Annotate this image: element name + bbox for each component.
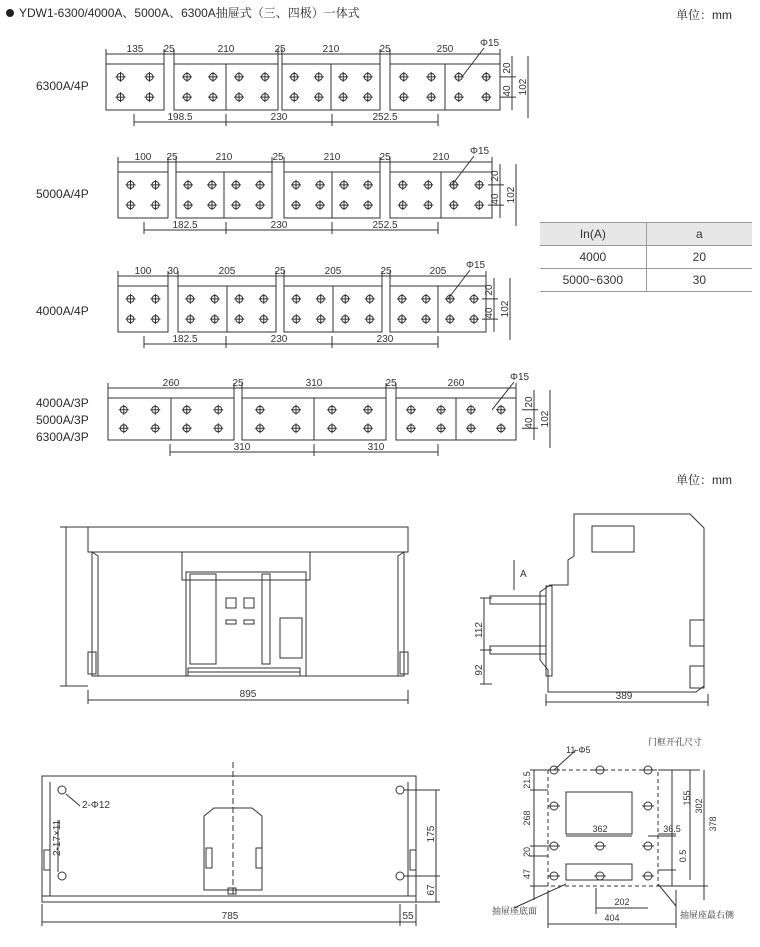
top-dim: 25 bbox=[380, 266, 392, 277]
top-dim: 25 bbox=[274, 266, 286, 277]
table-header-a: a bbox=[646, 223, 752, 246]
table-cell: 4000 bbox=[540, 246, 646, 269]
page-title: YDW1-6300/4000A、5000A、6300A抽屉式（三、四极）一体式 bbox=[6, 4, 360, 21]
hole-dim: Φ15 bbox=[480, 38, 500, 49]
v-dim: 40 bbox=[524, 417, 535, 429]
bottom-dim: 198.5 bbox=[167, 112, 193, 123]
top-dim: 135 bbox=[126, 44, 144, 55]
top-dim: 100 bbox=[134, 266, 152, 277]
row-label-6300-4p: 6300A/4P bbox=[36, 79, 89, 93]
v-dim: 102 bbox=[518, 78, 529, 96]
v-dim: 102 bbox=[500, 300, 511, 318]
bottom-dim: 230 bbox=[270, 334, 288, 345]
hole-dim: Φ15 bbox=[466, 260, 486, 271]
bottom-dim: 230 bbox=[270, 112, 288, 123]
bottom-dim: 182.5 bbox=[172, 334, 198, 345]
front-width-dim: 895 bbox=[239, 689, 257, 700]
top-dim: 25 bbox=[385, 378, 397, 389]
top-dim: 205 bbox=[429, 266, 447, 277]
v-dim: 40 bbox=[490, 193, 501, 205]
top-dim: 260 bbox=[447, 378, 465, 389]
base-dim-67: 67 bbox=[426, 884, 437, 896]
unit-label-top: 单位：mm bbox=[676, 8, 732, 22]
v-dim: 20 bbox=[484, 284, 495, 296]
door-dim: 20 bbox=[522, 846, 532, 858]
bottom-dim: 182.5 bbox=[172, 220, 198, 231]
table-cell: 30 bbox=[646, 269, 752, 292]
base-slots-label: 2-17×11 bbox=[52, 819, 63, 856]
v-dim: 20 bbox=[502, 62, 513, 74]
bottom-dim: 252.5 bbox=[372, 112, 398, 123]
table-cell: 5000~6300 bbox=[540, 269, 646, 292]
row-label-5000-4p: 5000A/4P bbox=[36, 187, 89, 201]
top-dim: 205 bbox=[218, 266, 236, 277]
door-dim: 36.5 bbox=[663, 824, 681, 834]
v-dim: 102 bbox=[540, 410, 551, 428]
top-dim: 260 bbox=[162, 378, 180, 389]
v-dim: 40 bbox=[484, 307, 495, 319]
bottom-dim: 230 bbox=[270, 220, 288, 231]
top-dim: 100 bbox=[134, 152, 152, 163]
door-dim: 0.5 bbox=[678, 849, 688, 863]
bottom-dim: 310 bbox=[233, 442, 251, 453]
door-dim: 362 bbox=[592, 824, 608, 834]
top-dim: 205 bbox=[324, 266, 342, 277]
bottom-dim: 252.5 bbox=[372, 220, 398, 231]
side-label-a: A bbox=[520, 569, 527, 580]
row-label-4000-4p: 4000A/4P bbox=[36, 304, 89, 318]
top-dim: 210 bbox=[432, 152, 450, 163]
v-dim: 40 bbox=[502, 85, 513, 97]
door-dim: 268 bbox=[522, 810, 532, 826]
top-dim: 25 bbox=[232, 378, 244, 389]
door-dim: 21.5 bbox=[522, 771, 532, 789]
top-dim: 210 bbox=[322, 44, 340, 55]
v-dim: 102 bbox=[506, 186, 517, 204]
base-holes-label: 2-Φ12 bbox=[82, 800, 110, 811]
door-dim: 155 bbox=[682, 790, 692, 806]
door-label-right: 抽屉座最右侧 bbox=[680, 910, 735, 920]
bottom-dim: 310 bbox=[367, 442, 385, 453]
side-dim-92: 92 bbox=[474, 664, 485, 676]
base-offset-dim: 55 bbox=[402, 911, 414, 922]
door-label-left: 抽屉座底面 bbox=[492, 906, 538, 916]
v-dim: 20 bbox=[490, 170, 501, 182]
top-dim: 25 bbox=[274, 44, 286, 55]
v-dim: 20 bbox=[524, 396, 535, 408]
base-width-dim: 785 bbox=[221, 911, 239, 922]
side-depth-dim: 389 bbox=[615, 691, 633, 702]
table-cell: 20 bbox=[646, 246, 752, 269]
base-dim-175: 175 bbox=[426, 825, 437, 843]
row-label-3p: 4000A/3P 5000A/3P 6300A/3P bbox=[36, 396, 89, 444]
top-dim: 210 bbox=[215, 152, 233, 163]
top-dim: 210 bbox=[323, 152, 341, 163]
door-holes-label: 11-Φ5 bbox=[566, 745, 591, 755]
top-dim: 25 bbox=[272, 152, 284, 163]
door-title: 门框开孔尺寸 bbox=[648, 737, 703, 747]
door-dim: 202 bbox=[614, 897, 630, 907]
top-dim: 25 bbox=[163, 44, 175, 55]
side-dim-112: 112 bbox=[474, 622, 485, 638]
unit-label-mid: 单位：mm bbox=[676, 473, 732, 487]
door-dim: 404 bbox=[604, 913, 620, 923]
door-dim: 378 bbox=[708, 816, 718, 832]
top-dim: 25 bbox=[379, 44, 391, 55]
bottom-dim: 230 bbox=[376, 334, 394, 345]
hole-dim: Φ15 bbox=[470, 146, 490, 157]
door-dim: 47 bbox=[522, 868, 532, 880]
hole-dim: Φ15 bbox=[510, 372, 530, 383]
top-dim: 210 bbox=[217, 44, 235, 55]
table-header-in: In(A) bbox=[540, 223, 646, 246]
top-dim: 25 bbox=[379, 152, 391, 163]
door-dim: 302 bbox=[694, 798, 704, 814]
top-dim: 30 bbox=[167, 266, 179, 277]
top-dim: 310 bbox=[305, 378, 323, 389]
top-dim: 25 bbox=[166, 152, 178, 163]
top-dim: 250 bbox=[436, 44, 454, 55]
